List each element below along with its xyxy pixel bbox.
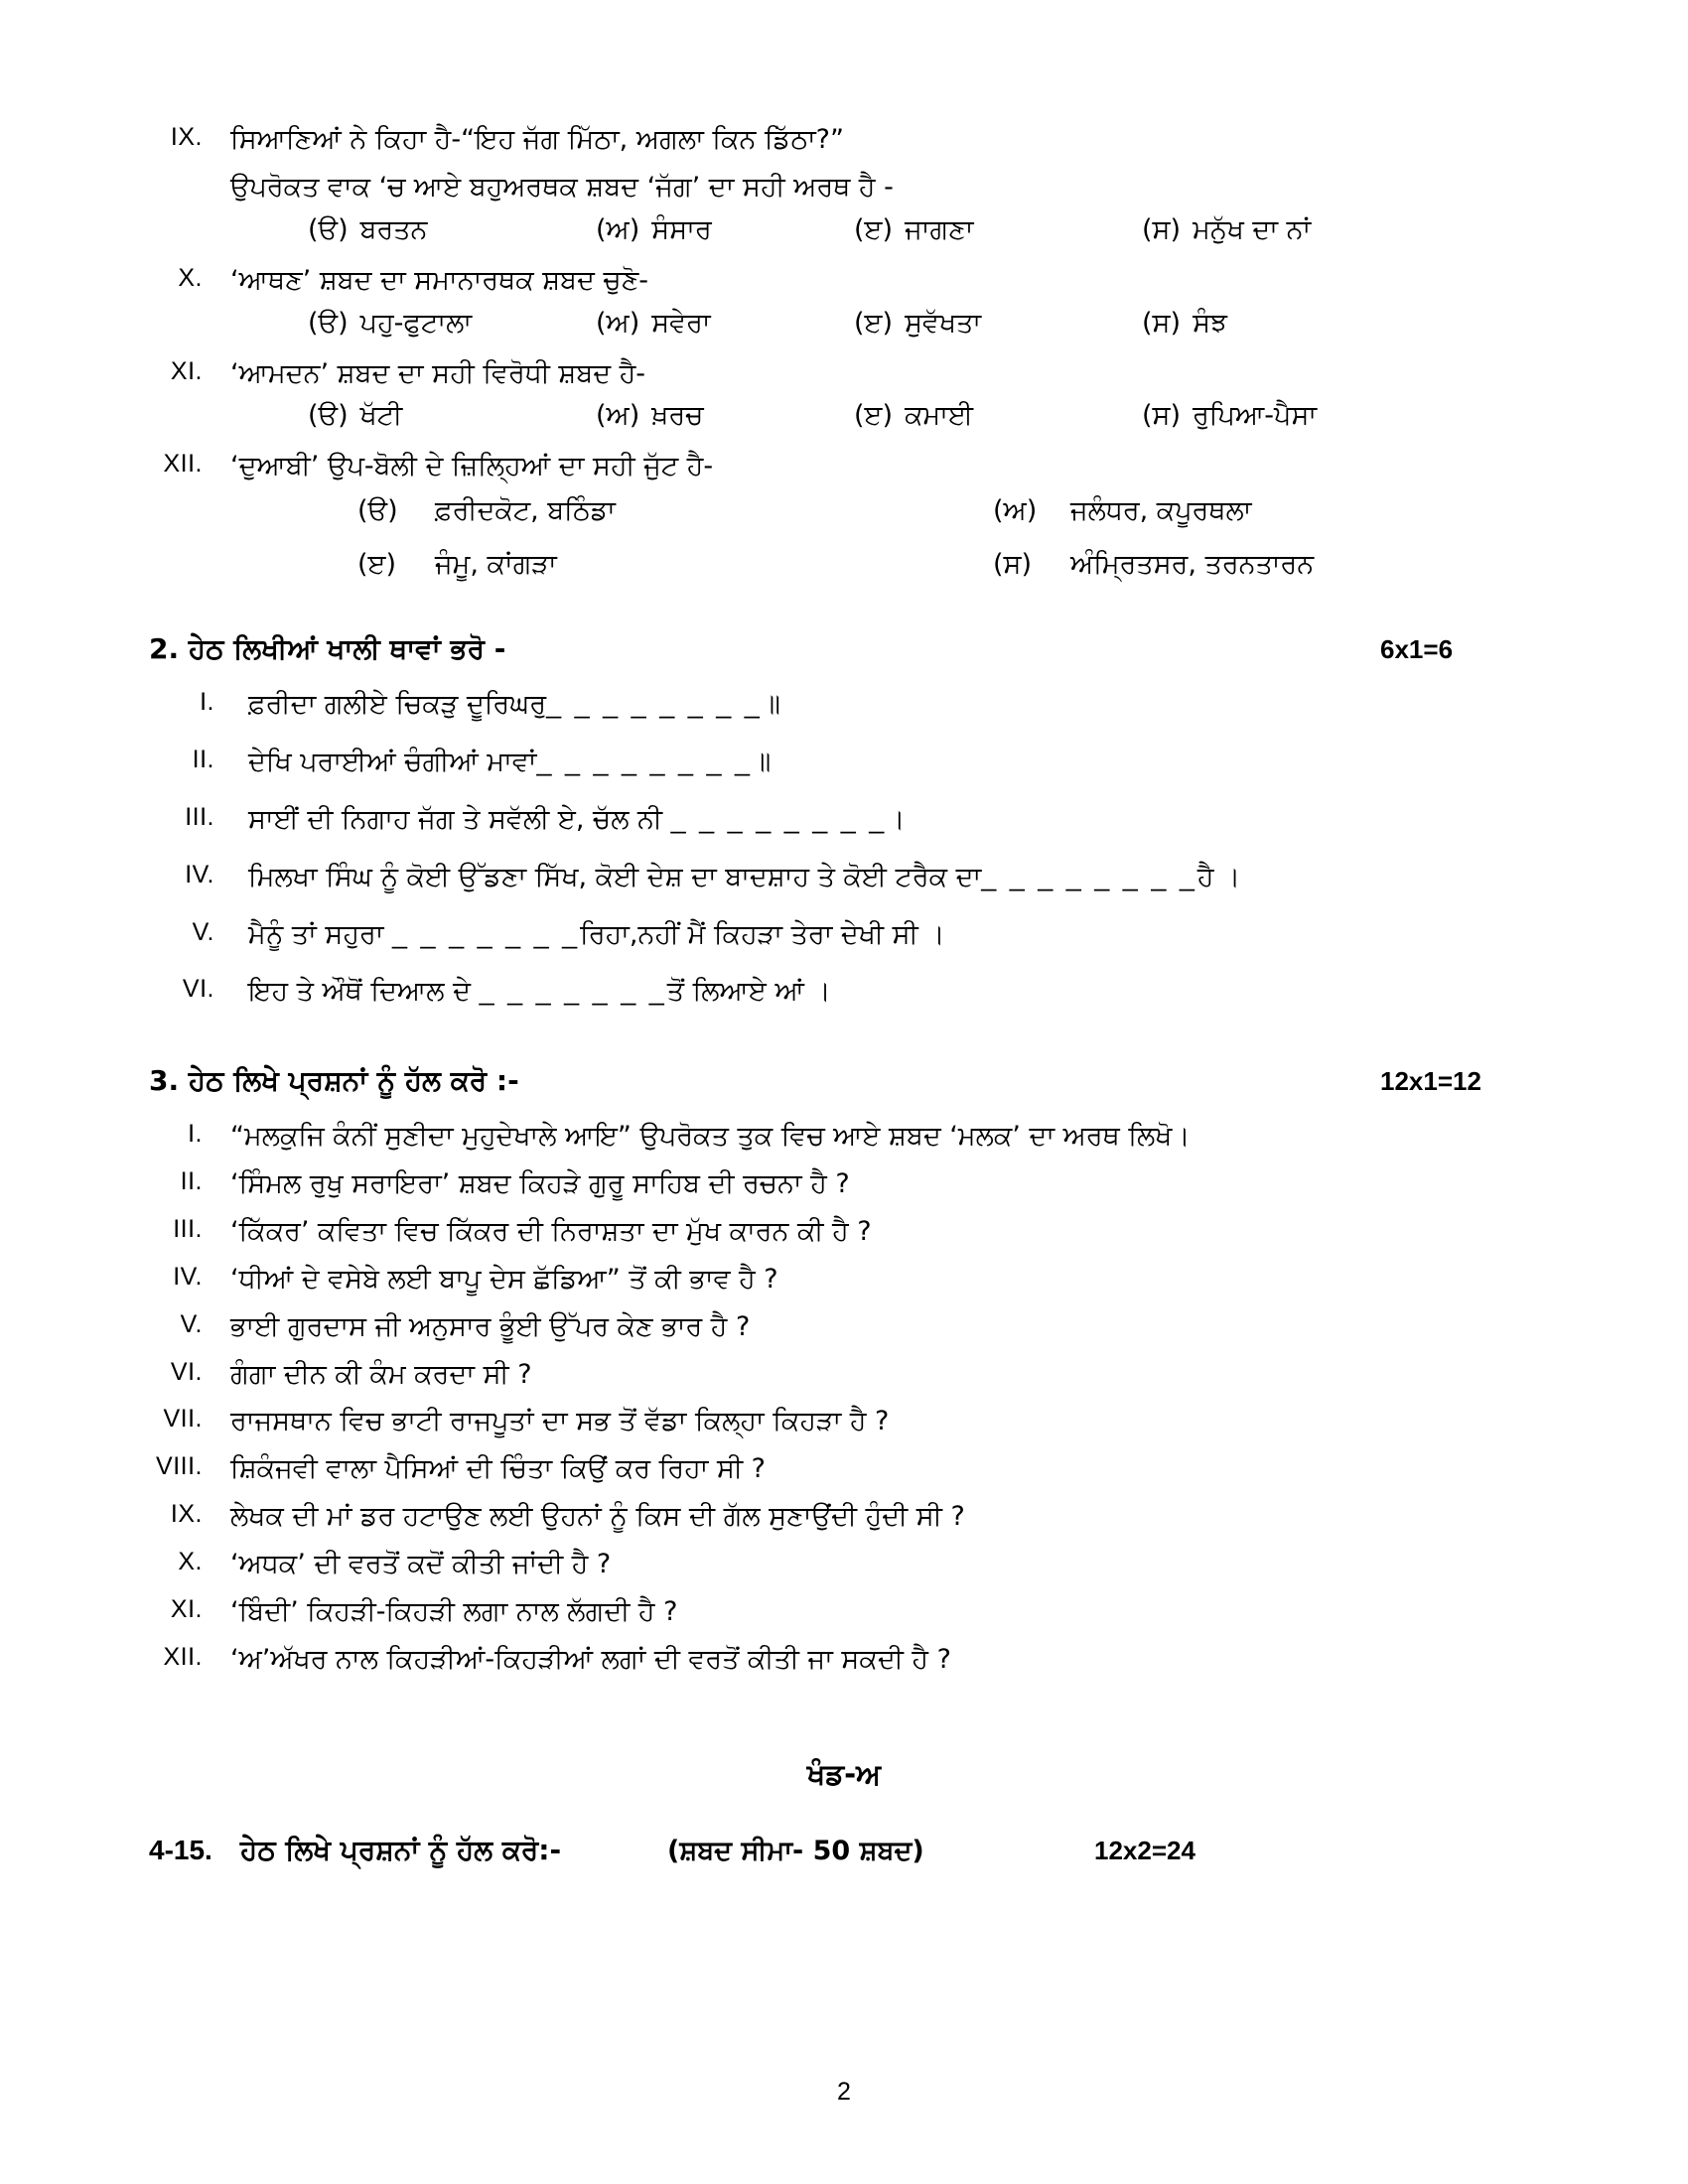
question-text: ‘ਧੀਆਂ ਦੇ ਵਸੇਬੇ ਲਈ ਬਾਪੂ ਦੇਸ ਛੱਡਿਆ” ਤੋਂ ਕੀ ਭਾਵ ਹੈ ? xyxy=(230,1263,778,1295)
section-2-header xyxy=(149,632,1539,666)
section-4-title: ਹੇਠ ਲਿਖੇ ਪ੍ਰਸ਼ਨਾਂ ਨੂੰ ਹੱਲ ਕਰੋ:- xyxy=(240,1834,562,1867)
mcq-options-xi xyxy=(149,400,1539,432)
blank-after: ॥ xyxy=(762,689,780,721)
question-text: ‘ਅ’ਅੱਖਰ ਨਾਲ ਕਿਹੜੀਆਂ-ਕਿਹੜੀਆਂ ਲਗਾਂ ਦੀ ਵਰਤੋਂ ਕੀਤੀ ਜਾ ਸਕਦੀ ਹੈ ? xyxy=(230,1643,951,1675)
question-number: XII. xyxy=(163,1642,203,1671)
item-number: II. xyxy=(192,746,214,774)
item-text xyxy=(248,684,1539,726)
question-text: ਸਿਆਣਿਆਂ ਨੇ ਕਿਹਾ ਹੈ-“ਇਹ ਜੱਗ ਮਿੱਠਾ, ਅਗਲਾ ਕਿਨ ਡਿੱਠਾ?” xyxy=(230,124,844,155)
section-2-title: 2. ਹੇਠ ਲਿਖੀਆਂ ਖਾਲੀ ਥਾਵਾਂ ਭਰੋ - xyxy=(149,632,506,666)
option-b[interactable] xyxy=(596,400,854,432)
option-d[interactable] xyxy=(993,549,1314,581)
mcq-question-x xyxy=(149,260,1539,302)
blank-after: ॥ xyxy=(753,747,772,778)
option-text: ਕਮਾਈ xyxy=(905,400,974,432)
option-label: (ੳ) xyxy=(357,495,398,527)
question-text: ‘ਬਿੰਦੀ’ ਕਿਹੜੀ-ਕਿਹੜੀ ਲਗਾ ਨਾਲ ਲੱਗਦੀ ਹੈ ? xyxy=(230,1595,678,1627)
question-item xyxy=(149,1306,1539,1348)
mcq-options-ix xyxy=(149,214,1539,246)
blank-line[interactable]: _ _ _ _ _ _ _ _ xyxy=(670,803,888,834)
blank-before: ਮੈਨੂੰ ਤਾਂ ਸਹੁਰਾ xyxy=(248,918,384,950)
option-label: (ੳ) xyxy=(308,213,349,245)
item-text xyxy=(248,971,1539,1013)
question-number: XI. xyxy=(170,1594,203,1623)
option-a[interactable] xyxy=(308,400,596,432)
question-text: ‘ਦੁਆਬੀ’ ਉਪ-ਬੋਲੀ ਦੇ ਜ਼ਿਲ੍ਹਿਆਂ ਦਾ ਸਹੀ ਜੁੱਟ ਹੈ- xyxy=(230,451,714,482)
question-text: ਭਾਈ ਗੁਰਦਾਸ ਜੀ ਅਨੁਸਾਰ ਭੂੰਈ ਉੱਪਰ ਕੇਣ ਭਾਰ ਹੈ ? xyxy=(230,1310,751,1342)
option-text: ਸੁਵੱਖਤਾ xyxy=(905,307,982,339)
khand-heading: ਖੰਡ-ਅ xyxy=(806,1757,882,1792)
question-text: ‘ਆਮਦਨ’ ਸ਼ਬਦ ਦਾ ਸਹੀ ਵਿਰੋਧੀ ਸ਼ਬਦ ਹੈ- xyxy=(230,357,646,389)
blank-before: ਇਹ ਤੇ ਔਥੋਂ ਦਿਆਲ ਦੇ xyxy=(248,976,472,1008)
option-text: ਮਨੁੱਖ ਦਾ ਨਾਂ xyxy=(1193,213,1312,245)
question-text: ਰਾਜਸਥਾਨ ਵਿਚ ਭਾਟੀ ਰਾਜਪੂਤਾਂ ਦਾ ਸਭ ਤੋਂ ਵੱਡਾ ਕਿਲ੍ਹਾ ਕਿਹੜਾ ਹੈ ? xyxy=(230,1406,890,1437)
option-label: (ਅ) xyxy=(596,400,640,432)
question-item xyxy=(149,1259,1539,1300)
blank-line[interactable]: _ _ _ _ _ _ _ xyxy=(479,976,667,1007)
blank-line[interactable]: _ _ _ _ _ _ _ xyxy=(392,918,581,949)
item-text xyxy=(248,914,1539,956)
option-label: (ਸ) xyxy=(1142,307,1182,339)
question-item xyxy=(149,1116,1539,1158)
mcq-options-x xyxy=(149,308,1539,340)
blank-item xyxy=(149,971,1539,1013)
question-item xyxy=(149,1211,1539,1253)
blank-item xyxy=(149,857,1539,898)
option-c[interactable] xyxy=(854,400,1142,432)
section-4-header xyxy=(149,1834,1539,1867)
question-text: ਲੇਖਕ ਦੀ ਮਾਂ ਡਰ ਹਟਾਉਣ ਲਈ ਉਹਨਾਂ ਨੂੰ ਕਿਸ ਦੀ ਗੱਲ ਸੁਣਾਉਂਦੀ ਹੁੰਦੀ ਸੀ ? xyxy=(230,1501,965,1533)
question-text: ‘ਸਿੰਮਲ ਰੁਖੁ ਸਰਾਇਰਾ’ ਸ਼ਬਦ ਕਿਹੜੇ ਗੁਰੂ ਸਾਹਿਬ ਦੀ ਰਚਨਾ ਹੈ ? xyxy=(230,1168,850,1200)
item-number: V. xyxy=(192,917,214,946)
section-4-word-limit: (ਸ਼ਬਦ ਸੀਮਾ- 50 ਸ਼ਬਦ) xyxy=(667,1836,924,1867)
question-text: ਗੰਗਾ ਦੀਨ ਕੀ ਕੰਮ ਕਰਦਾ ਸੀ ? xyxy=(230,1358,532,1390)
option-label: (ੲ) xyxy=(854,307,894,339)
section-3-title: 3. ਹੇਠ ਲਿਖੇ ਪ੍ਰਸ਼ਨਾਂ ਨੂੰ ਹੱਲ ਕਰੋ :- xyxy=(149,1064,519,1098)
option-label: (ੲ) xyxy=(854,213,894,245)
option-d[interactable] xyxy=(1142,214,1311,246)
question-item xyxy=(149,1496,1539,1538)
option-text: ਬਰਤਨ xyxy=(359,213,428,245)
option-text: ਖ਼ਰਚ xyxy=(651,400,704,432)
item-text xyxy=(248,799,1539,841)
item-number: IV. xyxy=(185,860,214,888)
page-number: 2 xyxy=(837,2078,851,2106)
question-number: V. xyxy=(180,1309,203,1338)
question-text: ਸ਼ਿਕੰਜਵੀ ਵਾਲਾ ਪੈਸਿਆਂ ਦੀ ਚਿੰਤਾ ਕਿਉਂ ਕਰ ਰਿਹਾ ਸੀ ? xyxy=(230,1453,766,1485)
option-text: ਖੱਟੀ xyxy=(359,400,403,432)
option-text: ਸੰਝ xyxy=(1193,307,1228,339)
section-4-number: 4-15. xyxy=(149,1835,212,1866)
blank-item xyxy=(149,799,1539,841)
section-2-marks: 6x1=6 xyxy=(1380,634,1454,665)
option-c[interactable] xyxy=(357,549,993,581)
section-3-list xyxy=(149,1116,1539,1680)
option-label: (ਅ) xyxy=(596,307,640,339)
question-number: VI. xyxy=(170,1357,203,1386)
item-text xyxy=(248,857,1539,898)
section-2-list xyxy=(149,684,1539,1013)
item-number: I. xyxy=(200,688,214,717)
blank-after: ਹੈ । xyxy=(1196,861,1241,892)
section-3-marks: 12x1=12 xyxy=(1380,1066,1481,1097)
question-item xyxy=(149,1354,1539,1396)
question-text: ‘ਅਧਕ’ ਦੀ ਵਰਤੋਂ ਕਦੋਂ ਕੀਤੀ ਜਾਂਦੀ ਹੈ ? xyxy=(230,1548,612,1579)
option-label: (ਅ) xyxy=(596,213,640,245)
blank-after: ਤੋਂ ਲਿਆਏ ਆਂ । xyxy=(666,976,831,1008)
question-item xyxy=(149,1639,1539,1681)
option-label: (ੳ) xyxy=(308,307,349,339)
blank-line[interactable]: _ _ _ _ _ _ _ _ xyxy=(546,689,763,720)
option-b[interactable] xyxy=(596,214,854,246)
option-text: ਸੰਸਾਰ xyxy=(651,213,712,245)
blank-line[interactable]: _ _ _ _ _ _ _ _ xyxy=(536,747,754,777)
option-label: (ਸ) xyxy=(993,549,1033,581)
question-number: I. xyxy=(188,1120,203,1149)
question-item xyxy=(149,1448,1539,1490)
option-b[interactable] xyxy=(596,308,854,340)
question-text: ‘ਆਥਣ’ ਸ਼ਬਦ ਦਾ ਸਮਾਨਾਰਥਕ ਸ਼ਬਦ ਚੁਣੋ- xyxy=(230,264,649,296)
question-subtext: ਉਪਰੋਕਤ ਵਾਕ ‘ਚ ਆਏ ਬਹੁਅਰਥਕ ਸ਼ਬਦ ‘ਜੱਗ’ ਦਾ ਸਹੀ ਅਰਥ ਹੈ - xyxy=(230,171,894,203)
option-a[interactable] xyxy=(308,308,596,340)
section-4-marks: 12x2=24 xyxy=(1094,1836,1196,1866)
option-d[interactable] xyxy=(1142,308,1227,340)
option-a[interactable] xyxy=(308,214,596,246)
blank-before: ਦੇਖਿ ਪਰਾਈਆਂ ਚੰਗੀਆਂ ਮਾਵਾਂ xyxy=(248,747,537,778)
option-b[interactable] xyxy=(993,495,1251,527)
question-number: VII. xyxy=(163,1405,203,1433)
option-c[interactable] xyxy=(854,308,1142,340)
options-row-2 xyxy=(357,549,1539,581)
question-item xyxy=(149,1163,1539,1205)
question-number: IX. xyxy=(170,1500,203,1529)
option-text: ਫ਼ਰੀਦਕੋਟ, ਬਠਿੰਡਾ xyxy=(435,495,616,527)
blank-line[interactable]: _ _ _ _ _ _ _ _ xyxy=(981,861,1197,891)
blank-before: ਫ਼ਰੀਦਾ ਗਲੀਏ ਚਿਕੜੁ ਦੂਰਿਘਰੁ xyxy=(248,689,547,721)
blank-before: ਸਾਈਂ ਦੀ ਨਿਗਾਹ ਜੱਗ ਤੇ ਸਵੱਲੀ ਏ, ਚੱਲ ਨੀ xyxy=(248,803,663,835)
question-number: X. xyxy=(178,263,203,292)
option-text: ਸਵੇਰਾ xyxy=(651,307,711,339)
option-text: ਜਲੰਧਰ, ਕਪੂਰਥਲਾ xyxy=(1070,495,1252,527)
question-number: VIII. xyxy=(156,1452,203,1481)
mcq-options-xii xyxy=(149,495,1539,581)
option-label: (ੲ) xyxy=(854,400,894,432)
blank-after: । xyxy=(887,803,906,835)
question-text: “ਮਲਕੁਜਿ ਕੰਨੀਂ ਸੁਣੀਦਾ ਮੁਹੁਦੇਖਾਲੇ ਆਇ” ਉਪਰੋਕਤ ਤੁਕ ਵਿਚ ਆਏ ਸ਼ਬਦ ‘ਮਲਕ’ ਦਾ ਅਰਥ ਲਿਖੋ। xyxy=(230,1121,1191,1153)
option-text: ਜੰਮੂ, ਕਾਂਗੜਾ xyxy=(435,549,557,581)
mcq-question-xi xyxy=(149,353,1539,395)
mcq-question-ix-sub xyxy=(149,167,1539,208)
item-number: VI. xyxy=(182,975,214,1004)
blank-item xyxy=(149,914,1539,956)
question-number: II. xyxy=(180,1167,203,1196)
option-label: (ੳ) xyxy=(308,400,349,432)
option-text: ਜਾਗਣਾ xyxy=(905,213,974,245)
question-text: ‘ਕਿੱਕਰ’ ਕਵਿਤਾ ਵਿਚ ਕਿੱਕਰ ਦੀ ਨਿਰਾਸ਼ਤਾ ਦਾ ਮੁੱਖ ਕਾਰਨ ਕੀ ਹੈ ? xyxy=(230,1215,872,1247)
question-number: IX. xyxy=(170,123,203,151)
question-item xyxy=(149,1591,1539,1633)
question-number: X. xyxy=(178,1547,203,1575)
blank-after: ਰਿਹਾ,ਨਹੀਂ ਮੈਂ ਕਿਹੜਾ ਤੇਰਾ ਦੇਖੀ ਸੀ । xyxy=(580,918,945,950)
option-c[interactable] xyxy=(854,214,1142,246)
option-a[interactable] xyxy=(357,495,993,527)
question-number: XII. xyxy=(163,450,203,478)
item-number: III. xyxy=(185,802,214,831)
section-3-header xyxy=(149,1064,1539,1098)
blank-item xyxy=(149,684,1539,726)
question-item xyxy=(149,1544,1539,1585)
option-label: (ਅ) xyxy=(993,495,1038,527)
option-label: (ਸ) xyxy=(1142,213,1182,245)
blank-before: ਮਿਲਖਾ ਸਿੰਘ ਨੂੰ ਕੋਈ ਉੱਡਣਾ ਸਿੱਖ, ਕੋਈ ਦੇਸ਼ ਦਾ ਬਾਦਸ਼ਾਹ ਤੇ ਕੋਈ ਟਰੈਕ ਦਾ xyxy=(248,861,982,892)
question-number: IV. xyxy=(173,1262,203,1291)
option-text: ਅੰਮ੍ਰਿਤਸਰ, ਤਰਨਤਾਰਨ xyxy=(1070,549,1315,581)
question-number: III. xyxy=(173,1214,203,1243)
mcq-question-ix xyxy=(149,119,1539,161)
option-label: (ਸ) xyxy=(1142,400,1182,432)
option-text: ਰੁਪਿਆ-ਪੈਸਾ xyxy=(1193,400,1318,432)
options-row-1 xyxy=(357,495,1539,527)
mcq-question-xii xyxy=(149,446,1539,487)
question-number: XI. xyxy=(170,356,203,385)
option-d[interactable] xyxy=(1142,400,1317,432)
blank-item xyxy=(149,742,1539,783)
option-label: (ੲ) xyxy=(357,549,397,581)
option-text: ਪਹੁ-ਫੁਟਾਲਾ xyxy=(359,307,473,339)
question-item xyxy=(149,1401,1539,1442)
item-text xyxy=(248,742,1539,783)
